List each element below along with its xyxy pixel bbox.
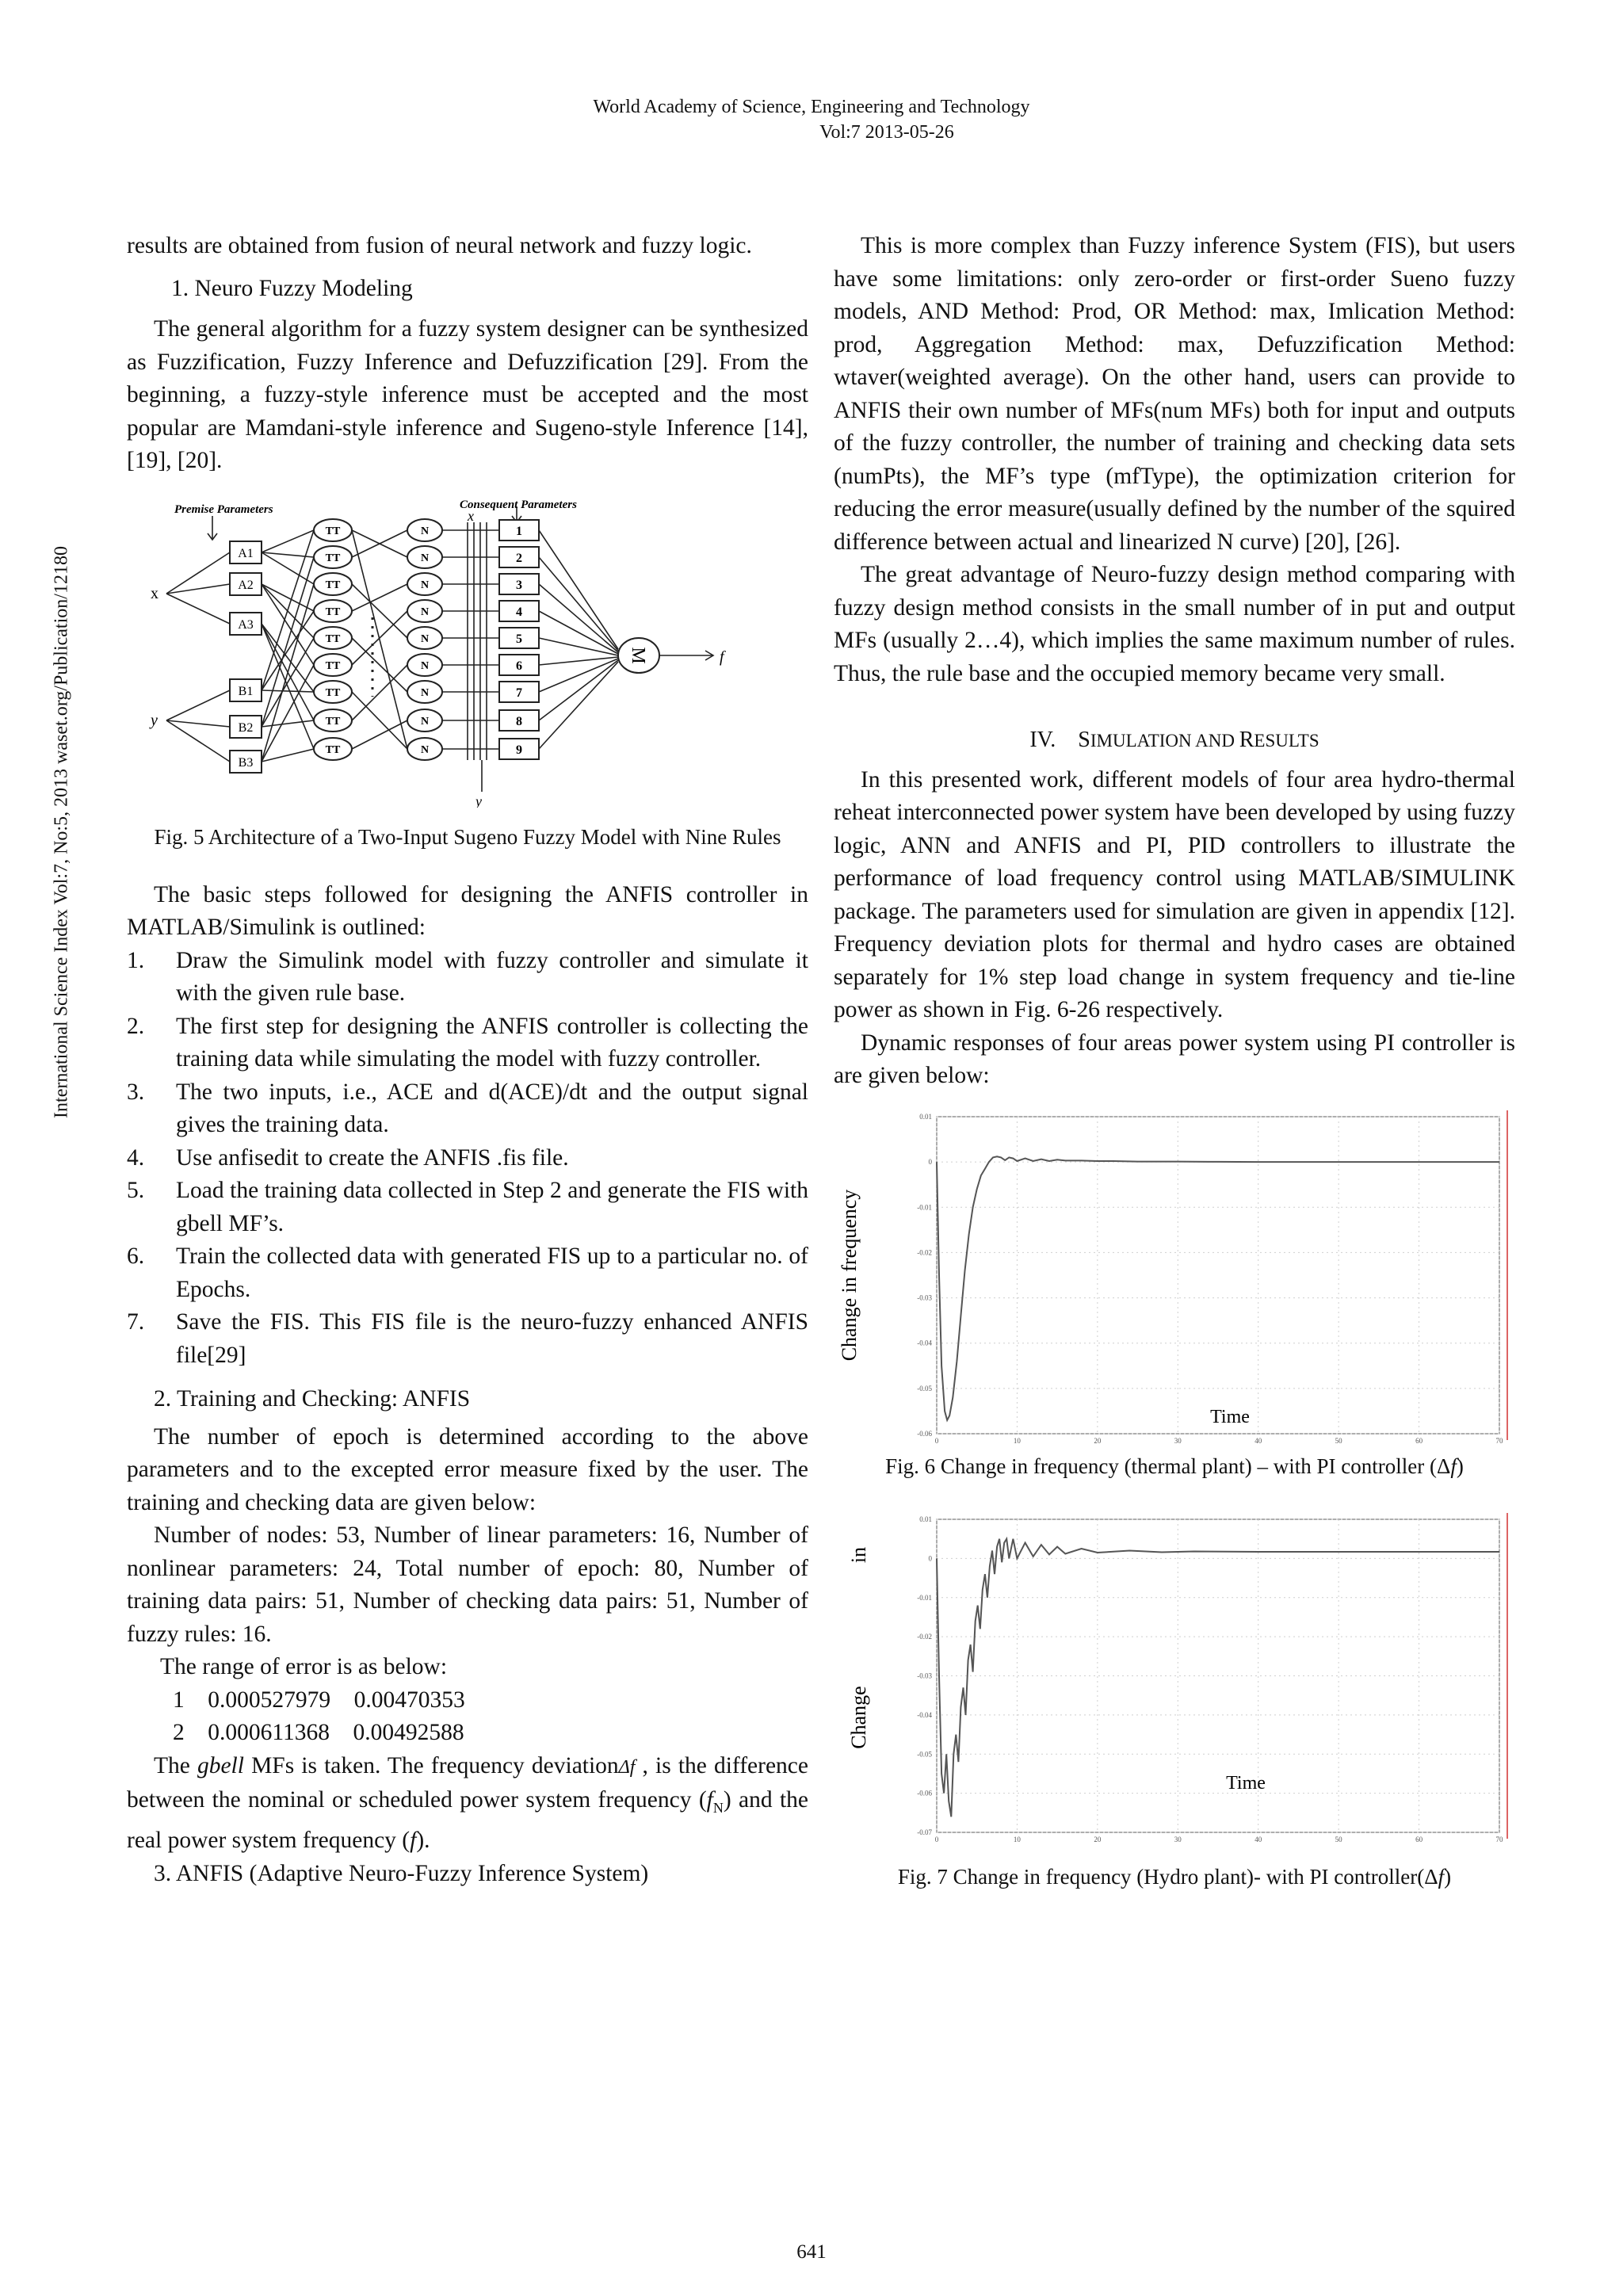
normalize-node-label: N (420, 552, 430, 564)
paragraph-neuro-fuzzy-advantage: The great advantage of Neuro-fuzzy design method comparing with fuzzy design method consists in the small number of in put and output MFs (usually 2…4), which implies the same maximum number of rules. Thus, the rule base and the occupied memory became very small. (834, 562, 1515, 686)
paragraph-error-range: The range of error is as below: (160, 1654, 448, 1679)
hydro-frequency-chart (834, 1511, 1515, 1844)
normalize-node-label: N (420, 686, 430, 699)
paragraph-epoch: The number of epoch is determined according to the above parameters and to the excepted error measure fixed by the user. The training and checking data are given below: (127, 1423, 808, 1515)
heading-neuro-fuzzy: 1. Neuro Fuzzy Modeling (171, 275, 413, 301)
y-tick-label: 0 (928, 1157, 932, 1166)
x-axis-label: Time (1210, 1406, 1250, 1427)
x-axis-label: Time (1226, 1772, 1266, 1794)
anfis-step-item (127, 1306, 808, 1372)
anfis-step-item (127, 1175, 808, 1240)
paragraph-parameters: Number of nodes: 53, Number of linear parameters: 16, Number of nonlinear parameters: 24, Total number of epoch: 80, Number of training data pairs: 51, Number of checking data pairs: 51, Number of fuzzy rules: 16. (127, 1522, 808, 1647)
paragraph-simulation: In this presented work, different models of four area hydro-thermal reheat interconnected power system have been developed by using fuzzy logic, ANN and ANFIS and PI, PID controllers to illustrate the performance of load frequency control using MATLAB/SIMULINK package. The parameters used for simulation are given in appendix [12]. Frequency deviation plots for thermal and hydro cases are obtained separately for 1% step load change in system frequency and tie-line power as shown in Fig. 6-26 respectively. (834, 766, 1515, 1022)
x-tick-label: 20 (1094, 1835, 1102, 1843)
anfis-step-item (127, 1076, 808, 1142)
step-number: 4. (127, 1144, 145, 1171)
page-number: 641 (796, 2241, 827, 2263)
y-tick-label: 0 (928, 1553, 932, 1562)
rule-number: 4 (516, 605, 522, 619)
y-tick-label: -0.02 (917, 1247, 932, 1256)
rule-number: 5 (516, 632, 522, 646)
rule-number: 8 (516, 714, 522, 728)
x-tick-label: 70 (1495, 1835, 1503, 1843)
step-text: The two inputs, i.e., ACE and d(ACE)/dt and the output signal gives the training data. (176, 1079, 808, 1137)
paragraph-fis-complexity: This is more complex than Fuzzy inference System (FIS), but users have some limitations: only zero-order or first-order Sueno fuzzy models, AND Method: Prod, OR Method: max, Imlication Method: prod, Aggregation Method: max, Defuzzification Method: wtaver(weighted average). On the other hand, users can provide to ANFIS their own number of MFs(num MFs) both for input and outputs of the fuzzy controller, the number of training and checking data sets (numPts), the MF’s type (mfType), the optimization criterion for reducing the error measure(usually defined by the number of the squired difference between actual and linearized N curve) [20], [26]. (834, 233, 1515, 555)
normalize-node-label: N (420, 659, 430, 672)
paragraph-intro: results are obtained from fusion of neural network and fuzzy logic. (127, 233, 752, 258)
heading-training-checking: 2. Training and Checking: ANFIS (154, 1386, 471, 1412)
y-axis-label: in (847, 1546, 870, 1563)
step-text: Load the training data collected in Step 2 and generate the FIS with gbell MF’s. (176, 1178, 808, 1236)
normalize-node-label: N (420, 579, 430, 591)
figure-6-caption: Fig. 6 Change in frequency (thermal plant) – with PI controller (Δf) (885, 1454, 1464, 1478)
anfis-step-item (127, 1240, 808, 1306)
right-column (834, 230, 1515, 1892)
x-tick-label: 20 (1094, 1436, 1102, 1445)
normalize-node-label: N (420, 606, 430, 618)
product-node-label: TT (325, 606, 341, 618)
step-text: Use anfisedit to create the ANFIS .fis file. (176, 1144, 569, 1171)
section-heading-simulation: IV. SIMULATION AND RESULTS (1029, 728, 1319, 752)
figure-6 (834, 1109, 1515, 1450)
rule-number: 1 (516, 524, 522, 538)
heading-anfis: 3. ANFIS (Adaptive Neuro-Fuzzy Inference System) (154, 1860, 649, 1886)
x-tick-label: 40 (1254, 1436, 1262, 1445)
x-tick-label: 0 (934, 1835, 939, 1843)
rule-number: 3 (516, 578, 522, 592)
consequent-y-label: y (475, 793, 482, 808)
figure-5-caption: Fig. 5 Architecture of a Two-Input Sugeno Fuzzy Model with Nine Rules (154, 824, 781, 849)
left-column (127, 230, 808, 1890)
mf-a1: A1 (238, 546, 254, 560)
mf-b2: B2 (238, 720, 254, 735)
journal-name: World Academy of Science, Engineering and Technology (593, 97, 1030, 117)
side-index-text: International Science Index Vol:7, No:5, 2013 waset.org/Publication/12180 (51, 546, 72, 1118)
thermal-frequency-chart (834, 1109, 1515, 1450)
x-tick-label: 60 (1415, 1436, 1423, 1445)
mf-a2: A2 (238, 578, 254, 592)
product-node-label: TT (325, 525, 341, 537)
plot-frame (937, 1117, 1499, 1434)
step-number: 5. (127, 1178, 145, 1203)
paragraph-fuzzy-algorithm: The general algorithm for a fuzzy system designer can be synthesized as Fuzzification, Fuzzy Inference and Defuzzification [29]. From the beginning, a fuzzy-style inference must be accepted and the most popular are Mamdani-style inference and Sugeno-style Inference [14], [19], [20]. (127, 316, 808, 473)
anfis-steps-list (127, 945, 808, 1373)
product-node-label: TT (325, 632, 341, 645)
y-tick-label: -0.05 (917, 1384, 932, 1392)
product-node-label: TT (325, 552, 341, 564)
x-tick-label: 30 (1174, 1835, 1182, 1843)
y-tick-label: -0.03 (917, 1293, 932, 1302)
y-tick-label: -0.02 (917, 1632, 932, 1641)
y-tick-label: -0.06 (917, 1429, 932, 1438)
input-y-label: y (151, 711, 158, 729)
y-tick-label: -0.06 (917, 1789, 932, 1797)
y-tick-label: -0.04 (917, 1710, 932, 1719)
figure-7 (834, 1511, 1515, 1844)
sum-node-label: M (628, 646, 648, 664)
x-tick-label: 0 (934, 1436, 939, 1445)
x-tick-label: 60 (1415, 1835, 1423, 1843)
y-tick-label: 0.01 (919, 1112, 932, 1121)
consequent-parameters-label: Consequent Parameters (460, 498, 577, 511)
rule-number: 7 (516, 686, 522, 700)
product-node-label: TT (325, 686, 341, 699)
paragraph-dynamic-responses: Dynamic responses of four areas power system using PI controller is are given below: (834, 1030, 1515, 1088)
consequent-x-label: x (468, 507, 474, 524)
normalize-node-label: N (420, 632, 430, 645)
sugeno-architecture-diagram (127, 499, 808, 808)
mf-a3: A3 (238, 617, 254, 632)
paragraph-anfis-steps-intro: The basic steps followed for designing the ANFIS controller in MATLAB/Simulink is outlined: (127, 881, 808, 940)
x-tick-label: 50 (1335, 1835, 1342, 1843)
normalize-node-label: N (420, 715, 430, 728)
output-f-label: f (720, 648, 724, 666)
anfis-step-item (127, 945, 808, 1010)
product-node-label: TT (325, 743, 341, 756)
anfis-step-item (127, 1142, 808, 1175)
error-row-2: 2 0.000611368 0.00492588 (173, 1720, 464, 1745)
y-tick-label: -0.03 (917, 1671, 932, 1679)
rule-number: 2 (516, 551, 522, 565)
premise-parameters-label: Premise Parameters (174, 502, 273, 516)
product-node-label: TT (325, 659, 341, 672)
error-row-1: 1 0.000527979 0.00470353 (173, 1687, 465, 1713)
y-tick-label: 0.01 (919, 1515, 932, 1523)
mf-b3: B3 (238, 755, 254, 770)
volume-date: Vol:7 2013-05-26 (819, 122, 954, 143)
anfis-step-item (127, 1010, 808, 1076)
y-tick-label: -0.01 (917, 1202, 932, 1211)
x-tick-label: 40 (1254, 1835, 1262, 1843)
x-tick-label: 10 (1013, 1835, 1021, 1843)
step-number: 6. (127, 1244, 145, 1269)
y-tick-label: -0.01 (917, 1593, 932, 1602)
step-text: Draw the Simulink model with fuzzy controller and simulate it with the given rule base. (176, 947, 808, 1006)
step-number: 3. (127, 1079, 145, 1105)
step-number: 2. (127, 1013, 145, 1039)
paragraph-gbell: The gbell MFs is taken. The frequency deviationΔf , is the difference between the nominal or scheduled power system frequency $(f_N)$ and the real power system frequency (f). (127, 1752, 808, 1854)
y-tick-label: -0.05 (917, 1749, 932, 1758)
rule-number: 9 (516, 743, 522, 757)
y-tick-label: -0.07 (917, 1828, 932, 1836)
step-text: The first step for designing the ANFIS controller is collecting the training data while simulating the model with fuzzy controller. (176, 1013, 808, 1072)
y-axis-label: Change (847, 1685, 870, 1749)
x-tick-label: 50 (1335, 1436, 1342, 1445)
x-tick-label: 30 (1174, 1436, 1182, 1445)
step-text: Save the FIS. This FIS file is the neuro-fuzzy enhanced ANFIS file[29] (176, 1309, 808, 1368)
step-number: 1. (127, 947, 145, 973)
x-tick-label: 10 (1013, 1436, 1021, 1445)
product-node-label: TT (325, 715, 341, 728)
figure-5 (127, 499, 808, 808)
mf-b1: B1 (238, 684, 254, 698)
rule-number: 6 (516, 659, 522, 673)
figure-7-caption: Fig. 7 Change in frequency (Hydro plant)- with PI controller(Δf) (897, 1864, 1452, 1889)
y-axis-label: Change in frequency (838, 1189, 861, 1361)
x-tick-label: 70 (1495, 1436, 1503, 1445)
normalize-node-label: N (420, 525, 430, 537)
step-number: 7. (127, 1309, 145, 1335)
product-node-label: TT (325, 579, 341, 591)
y-tick-label: -0.04 (917, 1339, 932, 1347)
normalize-node-label: N (420, 743, 430, 756)
step-text: Train the collected data with generated FIS up to a particular no. of Epochs. (176, 1244, 808, 1302)
input-x-label: x (151, 584, 158, 602)
